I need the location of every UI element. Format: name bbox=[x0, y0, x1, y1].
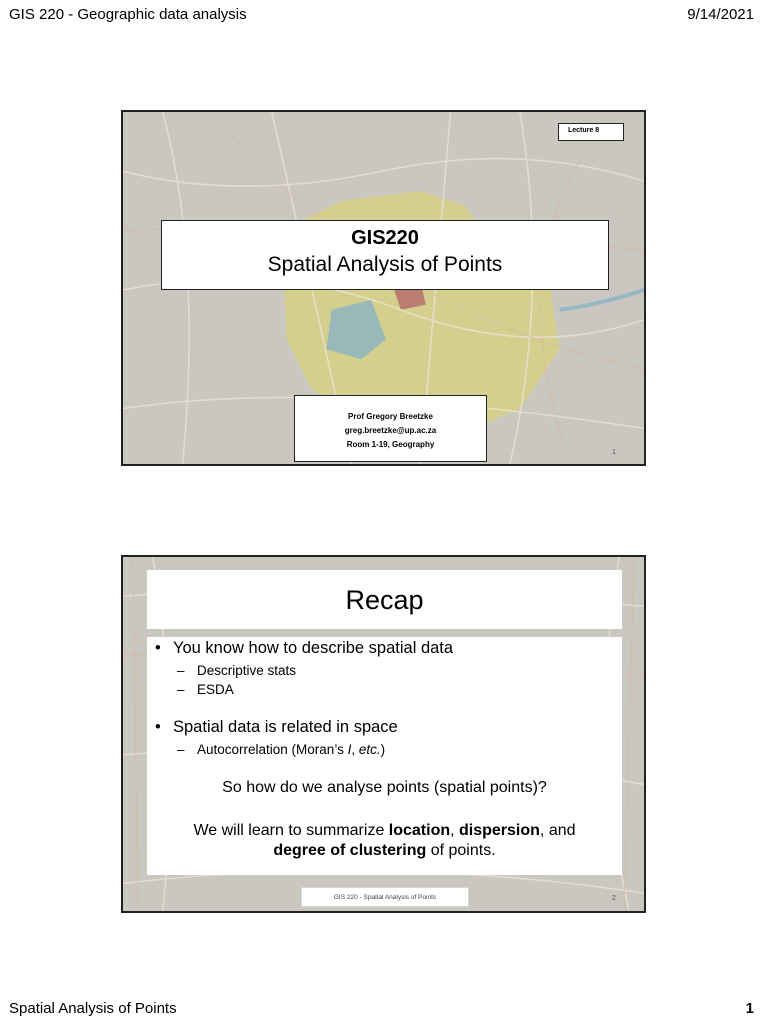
recap-body bbox=[147, 637, 622, 875]
sub-bullet-text: , bbox=[351, 742, 359, 757]
bullet-related bbox=[155, 718, 398, 737]
page-footer-left: Spatial Analysis of Points bbox=[9, 1000, 177, 1017]
bullet-describe bbox=[155, 639, 454, 658]
dash-icon: – bbox=[177, 742, 185, 757]
page-header-date: 9/14/2021 bbox=[687, 6, 754, 23]
summary-line-2 bbox=[147, 842, 622, 860]
summary-line-1 bbox=[147, 822, 622, 840]
sub-bullet-descriptive bbox=[177, 663, 297, 678]
bullet-dot-icon: • bbox=[155, 718, 161, 736]
summary-degree: degree of clustering bbox=[273, 842, 427, 859]
slide-number: 1 bbox=[612, 449, 616, 456]
sub-bullet-italic-i: I bbox=[347, 742, 352, 757]
sub-bullet-text: ESDA bbox=[197, 682, 234, 697]
question-line: So how do we analyse points (spatial points)? bbox=[222, 779, 547, 796]
slide-title: GIS220 bbox=[351, 227, 419, 249]
page-number: 1 bbox=[745, 1000, 754, 1017]
slide-subtitle: Spatial Analysis of Points bbox=[267, 253, 503, 276]
sub-bullet-esda bbox=[177, 682, 234, 697]
sub-bullet-text: Autocorrelation (Moran’s bbox=[197, 742, 348, 757]
summary-text: of points. bbox=[426, 842, 496, 859]
summary-text: , and bbox=[539, 822, 576, 839]
author-name: Prof Gregory Breetzke bbox=[348, 412, 433, 421]
slide-footer: GIS 220 - Spatial Analysis of Points bbox=[301, 887, 469, 907]
recap-title: Recap bbox=[147, 570, 622, 629]
author-email: greg.breetzke@up.ac.za bbox=[344, 426, 437, 435]
lecture-badge: Lecture 8 bbox=[558, 123, 624, 141]
summary-dispersion: dispersion bbox=[459, 822, 540, 839]
sub-bullet-italic-etc: etc. bbox=[358, 742, 381, 757]
dash-icon: – bbox=[177, 682, 185, 697]
summary-text: We will learn to summarize bbox=[193, 822, 389, 839]
slide-2 bbox=[121, 555, 646, 913]
author-box bbox=[294, 395, 487, 462]
dash-icon: – bbox=[177, 663, 185, 678]
summary-text: , bbox=[450, 822, 460, 839]
title-box bbox=[161, 220, 609, 290]
summary-location: location bbox=[388, 822, 451, 839]
sub-bullet-text: Descriptive stats bbox=[197, 663, 297, 678]
page-header-left: GIS 220 - Geographic data analysis bbox=[9, 6, 247, 23]
bullet-text: You know how to describe spatial data bbox=[173, 639, 454, 657]
bullet-text: Spatial data is related in space bbox=[173, 718, 398, 736]
author-room: Room 1-19, Geography bbox=[346, 440, 435, 449]
slide-number: 2 bbox=[612, 895, 616, 902]
sub-bullet-text: ) bbox=[380, 742, 386, 757]
sub-bullet-autocorrelation bbox=[177, 742, 386, 757]
bullet-dot-icon: • bbox=[155, 639, 161, 657]
slide-1 bbox=[121, 110, 646, 466]
